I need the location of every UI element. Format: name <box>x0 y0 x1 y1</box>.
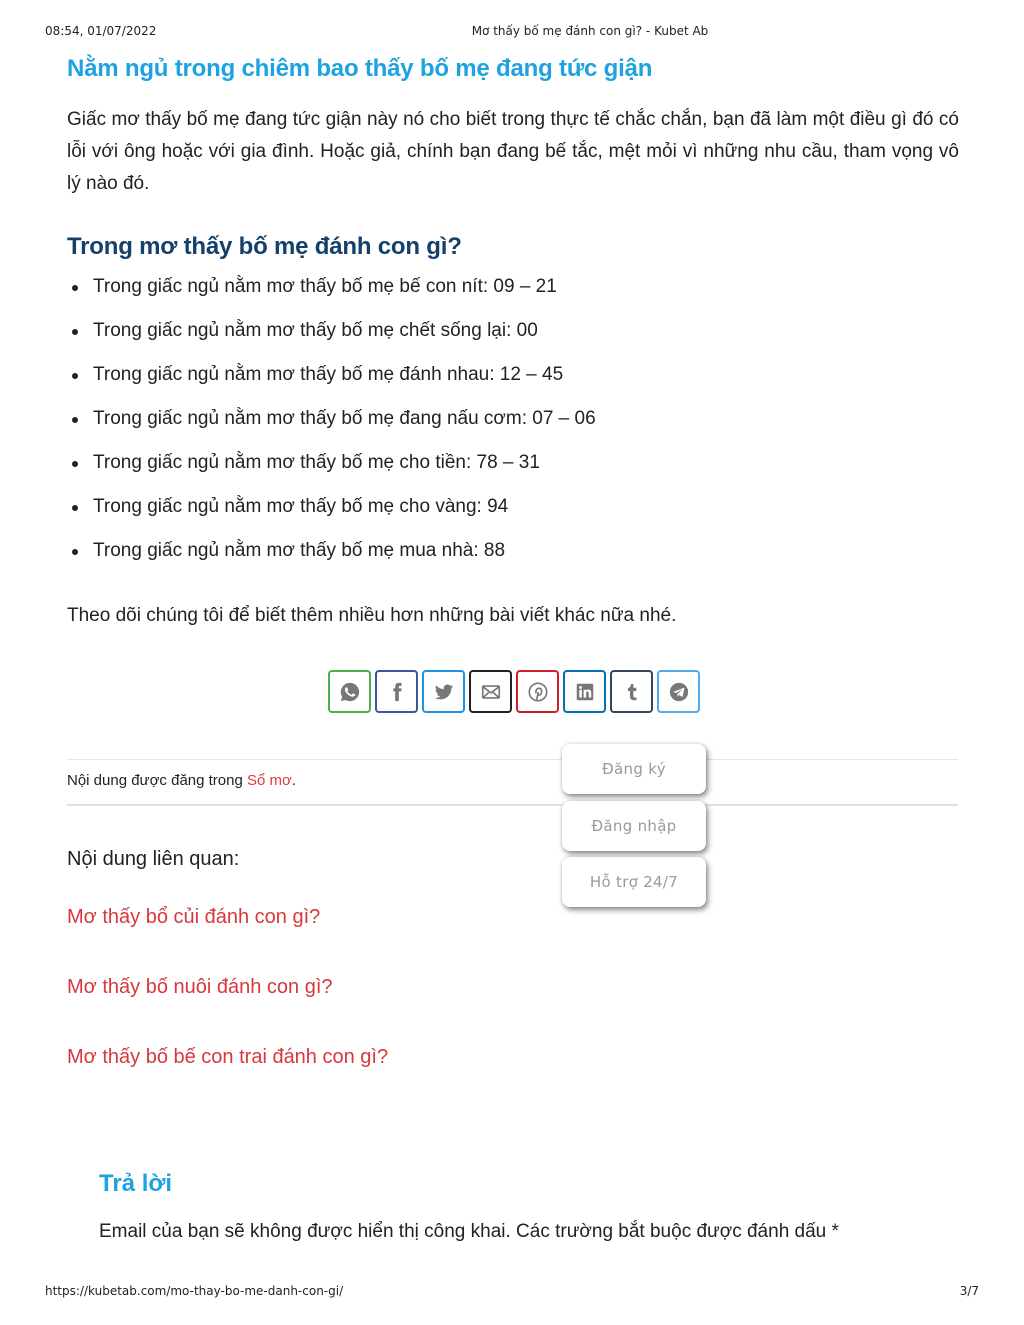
share-facebook-button[interactable] <box>375 670 418 713</box>
list-item: Trong giấc ngủ nằm mơ thấy bố mẹ đánh nhau: 12 – 45 <box>67 362 959 406</box>
list-item: Trong giấc ngủ nằm mơ thấy bố mẹ đang nấu cơm: 07 – 06 <box>67 406 959 450</box>
share-telegram-button[interactable] <box>657 670 700 713</box>
category-link[interactable]: Sổ mơ <box>247 772 292 789</box>
list-item: Trong giấc ngủ nằm mơ thấy bố mẹ cho tiền: 78 – 31 <box>67 450 959 494</box>
divider <box>67 759 958 760</box>
share-twitter-button[interactable] <box>422 670 465 713</box>
category-suffix: . <box>291 772 297 789</box>
list-item: Trong giấc ngủ nằm mơ thấy bố mẹ cho vàng: 94 <box>67 494 959 538</box>
related-link[interactable]: Mơ thấy bố nuôi đánh con gì? <box>67 976 333 998</box>
share-tumblr-button[interactable] <box>610 670 653 713</box>
share-buttons <box>328 670 700 714</box>
share-email-button[interactable] <box>469 670 512 713</box>
twitter-icon <box>433 681 455 703</box>
related-link[interactable]: Mơ thấy bố bế con trai đánh con gì? <box>67 1046 389 1068</box>
share-linkedin-button[interactable] <box>563 670 606 713</box>
related-label: Nội dung liên quan: <box>67 848 240 870</box>
pinterest-icon <box>527 681 549 703</box>
whatsapp-icon <box>339 681 361 703</box>
category-prefix: Nội dung được đăng trong <box>67 772 247 789</box>
login-button[interactable]: Đăng nhập <box>562 801 706 851</box>
share-whatsapp-button[interactable] <box>328 670 371 713</box>
email-icon <box>480 681 502 703</box>
share-pinterest-button[interactable] <box>516 670 559 713</box>
heading-lucky-numbers: Trong mơ thấy bố mẹ đánh con gì? <box>67 233 462 260</box>
divider <box>67 804 958 806</box>
linkedin-icon <box>574 681 596 703</box>
heading-angry-parents: Nằm ngủ trong chiêm bao thấy bố mẹ đang tức giận <box>67 55 653 82</box>
list-item: Trong giấc ngủ nằm mơ thấy bố mẹ bế con nít: 09 – 21 <box>67 274 959 318</box>
print-doc-title: Mơ thấy bố mẹ đánh con gì? - Kubet Ab <box>471 24 709 38</box>
follow-text: Theo dõi chúng tôi để biết thêm nhiều hơn những bài viết khác nữa nhé. <box>67 605 677 626</box>
facebook-icon <box>386 681 408 703</box>
print-datetime: 08:54, 01/07/2022 <box>45 24 157 38</box>
print-header <box>0 24 1024 42</box>
related-link[interactable]: Mơ thấy bổ củi đánh con gì? <box>67 906 321 928</box>
print-footer <box>0 1284 1024 1302</box>
support-button[interactable]: Hỗ trợ 24/7 <box>562 857 706 907</box>
telegram-icon <box>668 681 690 703</box>
list-item: Trong giấc ngủ nằm mơ thấy bố mẹ mua nhà: 88 <box>67 538 959 582</box>
tumblr-icon <box>621 681 643 703</box>
category-line <box>67 772 296 789</box>
print-page-number: 3/7 <box>959 1284 979 1298</box>
list-item: Trong giấc ngủ nằm mơ thấy bố mẹ chết sống lại: 00 <box>67 318 959 362</box>
reply-title: Trả lời <box>99 1170 173 1197</box>
article-content <box>67 52 959 630</box>
reply-note: Email của bạn sẽ không được hiển thị công khai. Các trường bắt buộc được đánh dấu * <box>99 1221 839 1242</box>
lucky-number-list <box>67 274 959 582</box>
print-url: https://kubetab.com/mo-thay-bo-me-danh-con-gi/ <box>45 1284 344 1298</box>
register-button[interactable]: Đăng ký <box>562 744 706 794</box>
paragraph-angry-parents: Giấc mơ thấy bố mẹ đang tức giận này nó cho biết trong thực tế chắc chắn, bạn đã làm một điều gì đó có lỗi với ông hoặc với gia đình. Hoặc giả, chính bạn đang bế tắc, mệt mỏi vì những nhu cầu, tham vọng vô lý nào đó. <box>67 109 959 194</box>
